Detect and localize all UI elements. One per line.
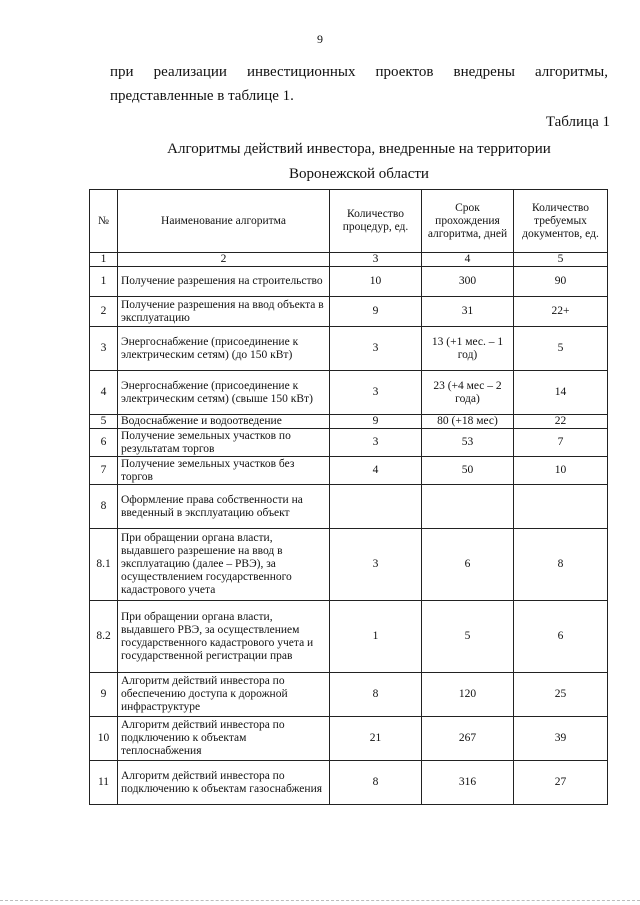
term-days: 31 [422, 297, 514, 327]
term-days: 23 (+4 мес – 2 года) [422, 371, 514, 415]
term-days: 316 [422, 761, 514, 805]
table-row [90, 717, 608, 761]
row-number: 3 [90, 327, 118, 371]
column-index: 5 [514, 253, 608, 267]
algorithm-name: Алгоритм действий инвестора по обеспечению доступа к дорожной инфраструктуре [118, 673, 330, 717]
algorithm-name: Получение земельных участков по результатам торгов [118, 429, 330, 457]
row-number: 1 [90, 267, 118, 297]
documents-count [514, 485, 608, 529]
column-index: 1 [90, 253, 118, 267]
intro-word: инвестиционных [246, 64, 356, 80]
procedures-count: 9 [330, 297, 422, 327]
documents-count: 22 [514, 415, 608, 429]
table-row [90, 327, 608, 371]
row-number: 8.2 [90, 601, 118, 673]
algorithm-name: Водоснабжение и водоотведение [118, 415, 330, 429]
row-number: 11 [90, 761, 118, 805]
documents-count: 22+ [514, 297, 608, 327]
procedures-count: 21 [330, 717, 422, 761]
algorithm-name: Получение разрешения на ввод объекта в эксплуатацию [118, 297, 330, 327]
term-days: 50 [422, 457, 514, 485]
intro-word: проектов [375, 64, 434, 80]
algorithms-table [89, 189, 608, 805]
term-days: 53 [422, 429, 514, 457]
intro-word: реализации [153, 64, 227, 80]
table-row [90, 673, 608, 717]
table-row [90, 485, 608, 529]
algorithm-name: Алгоритм действий инвестора по подключению к объектам теплоснабжения [118, 717, 330, 761]
table-header-row [90, 190, 608, 253]
procedures-count: 1 [330, 601, 422, 673]
scan-edge-line [0, 900, 640, 901]
intro-word: внедрены [453, 64, 515, 80]
intro-line-2: представленные в таблице 1. [110, 88, 294, 104]
row-number: 5 [90, 415, 118, 429]
table-row [90, 267, 608, 297]
intro-line-1 [110, 60, 608, 84]
documents-count: 6 [514, 601, 608, 673]
procedures-count: 8 [330, 673, 422, 717]
term-days: 267 [422, 717, 514, 761]
intro-word: алгоритмы, [535, 64, 608, 80]
term-days: 13 (+1 мес. – 1 год) [422, 327, 514, 371]
row-number: 2 [90, 297, 118, 327]
table-body [90, 267, 608, 805]
header-no: № [90, 190, 118, 253]
documents-count: 27 [514, 761, 608, 805]
table-row [90, 429, 608, 457]
row-number: 7 [90, 457, 118, 485]
documents-count: 10 [514, 457, 608, 485]
procedures-count: 9 [330, 415, 422, 429]
procedures-count [330, 485, 422, 529]
documents-count: 5 [514, 327, 608, 371]
header-name: Наименование алгоритма [118, 190, 330, 253]
row-number: 4 [90, 371, 118, 415]
procedures-count: 3 [330, 429, 422, 457]
row-number: 10 [90, 717, 118, 761]
term-days [422, 485, 514, 529]
procedures-count: 3 [330, 327, 422, 371]
documents-count: 8 [514, 529, 608, 601]
row-number: 6 [90, 429, 118, 457]
row-number: 8 [90, 485, 118, 529]
algorithm-name: Оформление права собственности на введенный в эксплуатацию объект [118, 485, 330, 529]
row-number: 9 [90, 673, 118, 717]
term-days: 120 [422, 673, 514, 717]
table-row [90, 297, 608, 327]
procedures-count: 8 [330, 761, 422, 805]
documents-count: 90 [514, 267, 608, 297]
algorithm-name: При обращении органа власти, выдавшего РВЭ, за осуществлением государственного кадастрового учета и государственной регистрации прав [118, 601, 330, 673]
algorithm-name: Энергоснабжение (присоединение к электрическим сетям) (до 150 кВт) [118, 327, 330, 371]
algorithm-name: При обращении органа власти, выдавшего разрешение на ввод в эксплуатацию (далее – РВЭ), за осуществлением государственного кадастрового учета [118, 529, 330, 601]
row-number: 8.1 [90, 529, 118, 601]
algorithm-name: Получение земельных участков без торгов [118, 457, 330, 485]
documents-count: 39 [514, 717, 608, 761]
table-row [90, 371, 608, 415]
table-row [90, 529, 608, 601]
documents-count: 14 [514, 371, 608, 415]
term-days: 6 [422, 529, 514, 601]
intro-paragraph [110, 60, 608, 108]
procedures-count: 3 [330, 371, 422, 415]
table-row [90, 457, 608, 485]
algorithm-name: Алгоритм действий инвестора по подключению к объектам газоснабжения [118, 761, 330, 805]
documents-count: 7 [514, 429, 608, 457]
table-caption: Таблица 1 [545, 114, 610, 130]
header-docs: Количество требуемых документов, ед. [514, 190, 608, 253]
table-row [90, 761, 608, 805]
page-number: 9 [317, 32, 323, 46]
documents-count: 25 [514, 673, 608, 717]
procedures-count: 10 [330, 267, 422, 297]
table-row [90, 601, 608, 673]
table-title-region: Воронежской области [289, 166, 429, 182]
table-title: Алгоритмы действий инвестора, внедренные на территории [167, 141, 551, 157]
procedures-count: 4 [330, 457, 422, 485]
column-index-row [90, 253, 608, 267]
algorithm-name: Получение разрешения на строительство [118, 267, 330, 297]
column-index: 4 [422, 253, 514, 267]
column-index: 2 [118, 253, 330, 267]
procedures-count: 3 [330, 529, 422, 601]
term-days: 300 [422, 267, 514, 297]
column-index: 3 [330, 253, 422, 267]
header-procedures: Количество процедур, ед. [330, 190, 422, 253]
intro-word: при [110, 64, 134, 80]
table-row [90, 415, 608, 429]
term-days: 5 [422, 601, 514, 673]
algorithm-name: Энергоснабжение (присоединение к электрическим сетям) (свыше 150 кВт) [118, 371, 330, 415]
header-term: Срок прохождения алгоритма, дней [422, 190, 514, 253]
term-days: 80 (+18 мес) [422, 415, 514, 429]
